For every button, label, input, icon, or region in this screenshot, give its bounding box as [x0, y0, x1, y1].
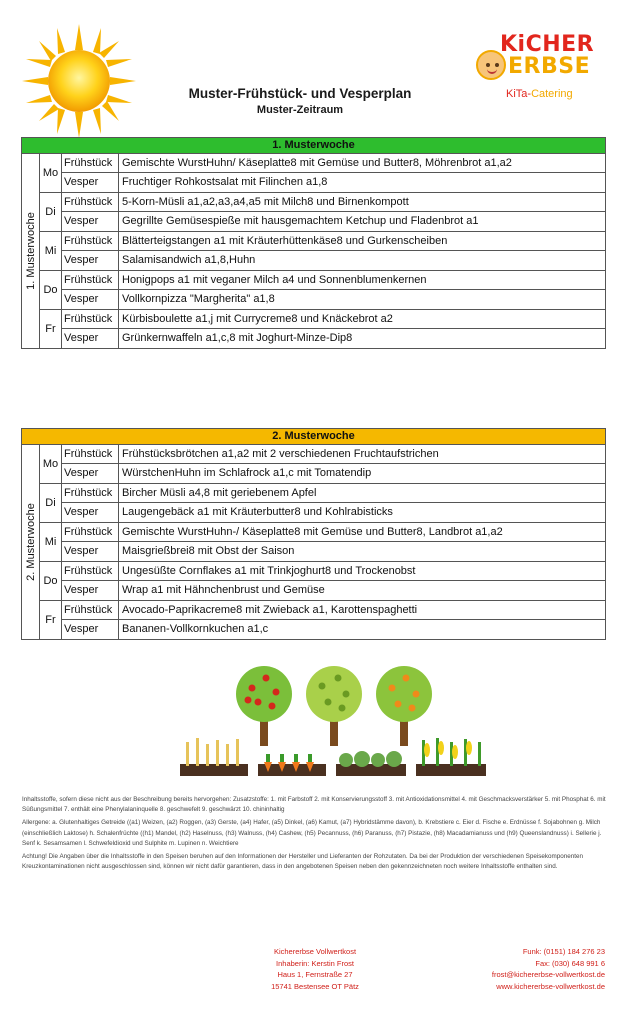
meal-row	[62, 620, 605, 639]
day-name: Mi	[40, 232, 62, 270]
meal-row	[62, 173, 605, 192]
meal-type: Vesper	[62, 212, 119, 231]
meal-description: Vollkornpizza "Margherita" a1,8	[122, 293, 275, 305]
meal-type: Vesper	[62, 290, 119, 309]
meal-type: Vesper	[62, 329, 119, 348]
meal-description: Laugengebäck a1 mit Kräuterbutter8 und Kohlrabisticks	[122, 506, 393, 518]
allergen-notes	[22, 795, 607, 875]
meal-row	[62, 523, 605, 542]
meal-type: Frühstück	[62, 271, 119, 289]
day-name: Do	[40, 562, 62, 600]
week-header: 2. Musterwoche	[22, 429, 605, 445]
meal-row	[62, 232, 605, 251]
meal-description: Gemischte WurstHuhn/ Käseplatte8 mit Gemüse und Butter8, Möhrenbrot a1,a2	[122, 157, 512, 169]
warning-note: Achtung! Die Angaben über die Inhaltsstoffe in den Speisen beruhen auf den Informationen der Hersteller und Lieferanten der Rohzutaten. Da bei der Produktion der verschiedenen Speisekomponenten Kreuzkontaminationen nicht ausgeschlossen sind, können wir nicht dafür garantieren, dass in den angebotenen Speisen neben den gekennzeichneten noch weitere Inhaltsstoffe enthalten sind.	[22, 853, 584, 871]
allergens-note: Allergene: a. Glutenhaltiges Getreide ((a1) Weizen, (a2) Roggen, (a3) Gerste, (a4) Hafer, (a5) Dinkel, (a6) Kamut, (a7) Hybridstämme davon), b. Krebstiere c. Eier d. Fische e. Erdnüsse f. Sojabohnen g. Milch (einschließlich Laktose) h. Schalenfrüchte ((h1) Mandel, (h2) Haselnuss, (h3) Walnuss, (h4) Cashew, (h5) Pecannuss, (h6) Paranuss, (h7) Pistazie, (h8) Macadamianuss und (h9) Queenslandnuss) i. Sellerie j. Senf k. Sesamsamen l. Schwefeldioxid und Sulphite m. Lupinen n. Weichtiere	[22, 819, 602, 847]
company-name: Kichererbse Vollwertkost	[273, 947, 357, 956]
week-side-label: 1. Musterwoche	[22, 154, 40, 348]
meal-description: Ungesüßte Cornflakes a1 mit Trinkjoghurt8 und Trockenobst	[122, 565, 416, 577]
day-name: Mo	[40, 154, 62, 192]
meal-row	[62, 251, 605, 270]
meal-type: Vesper	[62, 503, 119, 522]
meal-row	[62, 464, 605, 483]
meal-description: Fruchtiger Rohkostsalat mit Filinchen a1,8	[122, 176, 328, 188]
email-link[interactable]: frost@kichererbse-vollwertkost.de	[491, 970, 605, 979]
meal-description: Salamisandwich a1,8,Huhn	[122, 254, 256, 266]
meal-description: Avocado-Paprikacreme8 mit Zwieback a1, Karottenspaghetti	[122, 604, 418, 616]
day-row	[40, 484, 605, 523]
meal-row	[62, 154, 605, 173]
day-row	[40, 193, 605, 232]
meal-type: Vesper	[62, 542, 119, 561]
day-row	[40, 271, 605, 310]
meal-type: Frühstück	[62, 601, 119, 619]
meal-description: Kürbisboulette a1,j mit Currycreme8 und Knäckebrot a2	[122, 313, 393, 325]
meal-type: Frühstück	[62, 484, 119, 502]
meal-row	[62, 445, 605, 464]
meal-type: Vesper	[62, 581, 119, 600]
meal-description: Frühstücksbrötchen a1,a2 mit 2 verschiedenen Fruchtaufstrichen	[122, 448, 439, 460]
week-side-label: 2. Musterwoche	[22, 445, 40, 639]
meal-type: Frühstück	[62, 523, 119, 541]
website-link[interactable]: www.kichererbse-vollwertkost.de	[496, 981, 605, 991]
week-header: 1. Musterwoche	[22, 138, 605, 154]
meal-row	[62, 503, 605, 522]
meal-description: Maisgrießbrei8 mit Obst der Saison	[122, 545, 295, 557]
day-row	[40, 445, 605, 484]
meal-row	[62, 562, 605, 581]
day-name: Mi	[40, 523, 62, 561]
meal-type: Vesper	[62, 251, 119, 270]
meal-description: Wrap a1 mit Hähnchenbrust und Gemüse	[122, 584, 325, 596]
meal-description: Bananen-Vollkornkuchen a1,c	[122, 623, 269, 635]
day-row	[40, 523, 605, 562]
meal-row	[62, 484, 605, 503]
meal-row	[62, 271, 605, 290]
meal-row	[62, 542, 605, 561]
day-name: Do	[40, 271, 62, 309]
day-name: Di	[40, 484, 62, 522]
day-row	[40, 310, 605, 348]
phone-number: Funk: (0151) 184 276 23	[522, 947, 605, 956]
additives-note: Inhaltsstoffe, sofern diese nicht aus der Beschreibung bereits hervorgehen: Zusatzstoffe: 1. mit Farbstoff 2. mit Konservierungsstoff 3. mit Antioxidationsmittel 4. mit Geschmacksverstärker 5. mit Phosphat 6. mit Süßungsmittel 7. enthält eine Phenylalaninquelle 8. geschwefelt 9. geschwärzt 10. chininhaltig	[22, 796, 606, 814]
crops-illustration	[180, 736, 490, 781]
week-table-2	[21, 428, 606, 640]
meal-description: Grünkernwaffeln a1,c,8 mit Joghurt-Minze-Dip8	[122, 332, 353, 344]
meal-type: Frühstück	[62, 232, 119, 250]
meal-description: Blätterteigstangen a1 mit Kräuterhüttenkäse8 und Gurkenscheiben	[122, 235, 448, 247]
meal-row	[62, 193, 605, 212]
meal-row	[62, 310, 605, 329]
fax-number: Fax: (030) 648 991 6	[535, 958, 605, 968]
page-title: Muster-Frühstück- und Vesperplan	[188, 86, 412, 101]
day-name: Mo	[40, 445, 62, 483]
logo-tagline: KiTa-Catering	[506, 88, 573, 100]
day-name: Di	[40, 193, 62, 231]
owner-name: Inhaberin: Kerstin Frost	[276, 958, 354, 968]
day-name: Fr	[40, 310, 62, 348]
meal-row	[62, 581, 605, 600]
week-table-1	[21, 137, 606, 349]
meal-type: Frühstück	[62, 562, 119, 580]
meal-type: Vesper	[62, 173, 119, 192]
meal-description: Bircher Müsli a4,8 mit geriebenem Apfel	[122, 487, 317, 499]
sun-illustration	[20, 22, 138, 140]
meal-type: Frühstück	[62, 445, 119, 463]
day-row	[40, 601, 605, 639]
day-row	[40, 154, 605, 193]
meal-description: WürstchenHuhn im Schlafrock a1,c mit Tomatendip	[122, 467, 372, 479]
day-row	[40, 232, 605, 271]
meal-description: Honigpops a1 mit veganer Milch a4 und Sonnenblumenkernen	[122, 274, 427, 286]
kichererbse-logo	[470, 32, 610, 110]
day-row	[40, 562, 605, 601]
meal-description: Gemischte WurstHuhn-/ Käseplatte8 mit Gemüse und Butter8, Landbrot a1,a2	[122, 526, 503, 538]
street-address: Haus 1, Fernstraße 27	[277, 970, 353, 979]
meal-description: 5-Korn-Müsli a1,a2,a3,a4,a5 mit Milch8 und Birnenkompott	[122, 196, 409, 208]
meal-row	[62, 212, 605, 231]
meal-row	[62, 290, 605, 309]
meal-type: Vesper	[62, 620, 119, 639]
logo-word-2: ERBSE	[508, 54, 591, 79]
page-subtitle: Muster-Zeitraum	[256, 104, 344, 116]
meal-description: Gegrillte Gemüsespieße mit hausgemachtem Ketchup und Fladenbrot a1	[122, 215, 479, 227]
meal-type: Frühstück	[62, 154, 119, 172]
day-name: Fr	[40, 601, 62, 639]
logo-word-1: KiCHER	[500, 32, 595, 57]
meal-row	[62, 601, 605, 620]
city-address: 15741 Bestensee OT Pätz	[271, 981, 359, 991]
meal-row	[62, 329, 605, 348]
contact-details	[430, 946, 605, 992]
meal-type: Vesper	[62, 464, 119, 483]
meal-type: Frühstück	[62, 310, 119, 328]
meal-type: Frühstück	[62, 193, 119, 211]
contact-address	[240, 946, 390, 992]
